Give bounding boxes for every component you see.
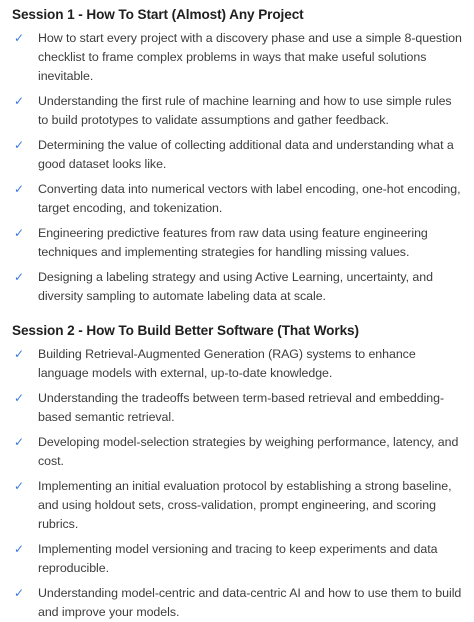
list-item [12, 268, 462, 306]
check-icon: ✓ [14, 94, 25, 108]
check-icon: ✓ [14, 182, 25, 196]
check-icon: ✓ [14, 479, 25, 493]
check-icon: ✓ [14, 347, 25, 361]
list-item [12, 389, 462, 427]
item-text: Engineering predictive features from raw data using feature engineering techniques and implementing strategies for handling missing values. [38, 226, 428, 259]
check-icon: ✓ [14, 138, 25, 152]
check-icon: ✓ [14, 31, 25, 45]
list-item [12, 180, 462, 218]
session-title: Session 1 - How To Start (Almost) Any Project [12, 7, 304, 22]
list-item [12, 584, 462, 622]
session-1 [12, 6, 462, 306]
item-text: Implementing an initial evaluation protocol by establishing a strong baseline, and using holdout sets, cross-validation, prompt engineering, and scoring rubrics. [38, 479, 452, 531]
list-item [12, 224, 462, 262]
list-item [12, 540, 462, 578]
check-icon: ✓ [14, 270, 25, 284]
list-item [12, 136, 462, 174]
session-items [12, 29, 462, 306]
item-text: Building Retrieval-Augmented Generation (RAG) systems to enhance language models with external, up-to-date knowledge. [38, 347, 416, 380]
session-items [12, 345, 462, 622]
item-text: Determining the value of collecting additional data and understanding what a good dataset looks like. [38, 138, 454, 171]
check-icon: ✓ [14, 391, 25, 405]
check-icon: ✓ [14, 435, 25, 449]
item-text: Understanding the first rule of machine learning and how to use simple rules to build prototypes to validate assumptions and gather feedback. [38, 94, 452, 127]
item-text: How to start every project with a discovery phase and use a simple 8-question checklist to frame complex problems in ways that make useful solutions inevitable. [38, 31, 462, 83]
item-text: Understanding model-centric and data-centric AI and how to use them to build and improve your models. [38, 586, 462, 619]
list-item [12, 29, 462, 86]
list-item [12, 345, 462, 383]
item-text: Designing a labeling strategy and using Active Learning, uncertainty, and diversity sampling to automate labeling data at scale. [38, 270, 433, 303]
list-item [12, 477, 462, 534]
item-text: Understanding the tradeoffs between term-based retrieval and embedding-based semantic retrieval. [38, 391, 445, 424]
item-text: Implementing model versioning and tracing to keep experiments and data reproducible. [38, 542, 438, 575]
check-icon: ✓ [14, 586, 25, 600]
list-item [12, 433, 462, 471]
check-icon: ✓ [14, 542, 25, 556]
check-icon: ✓ [14, 226, 25, 240]
session-title: Session 2 - How To Build Better Software (That Works) [12, 323, 359, 338]
session-2 [12, 322, 462, 622]
item-text: Converting data into numerical vectors with label encoding, one-hot encoding, target encoding, and tokenization. [38, 182, 461, 215]
list-item [12, 92, 462, 130]
item-text: Developing model-selection strategies by weighing performance, latency, and cost. [38, 435, 459, 468]
